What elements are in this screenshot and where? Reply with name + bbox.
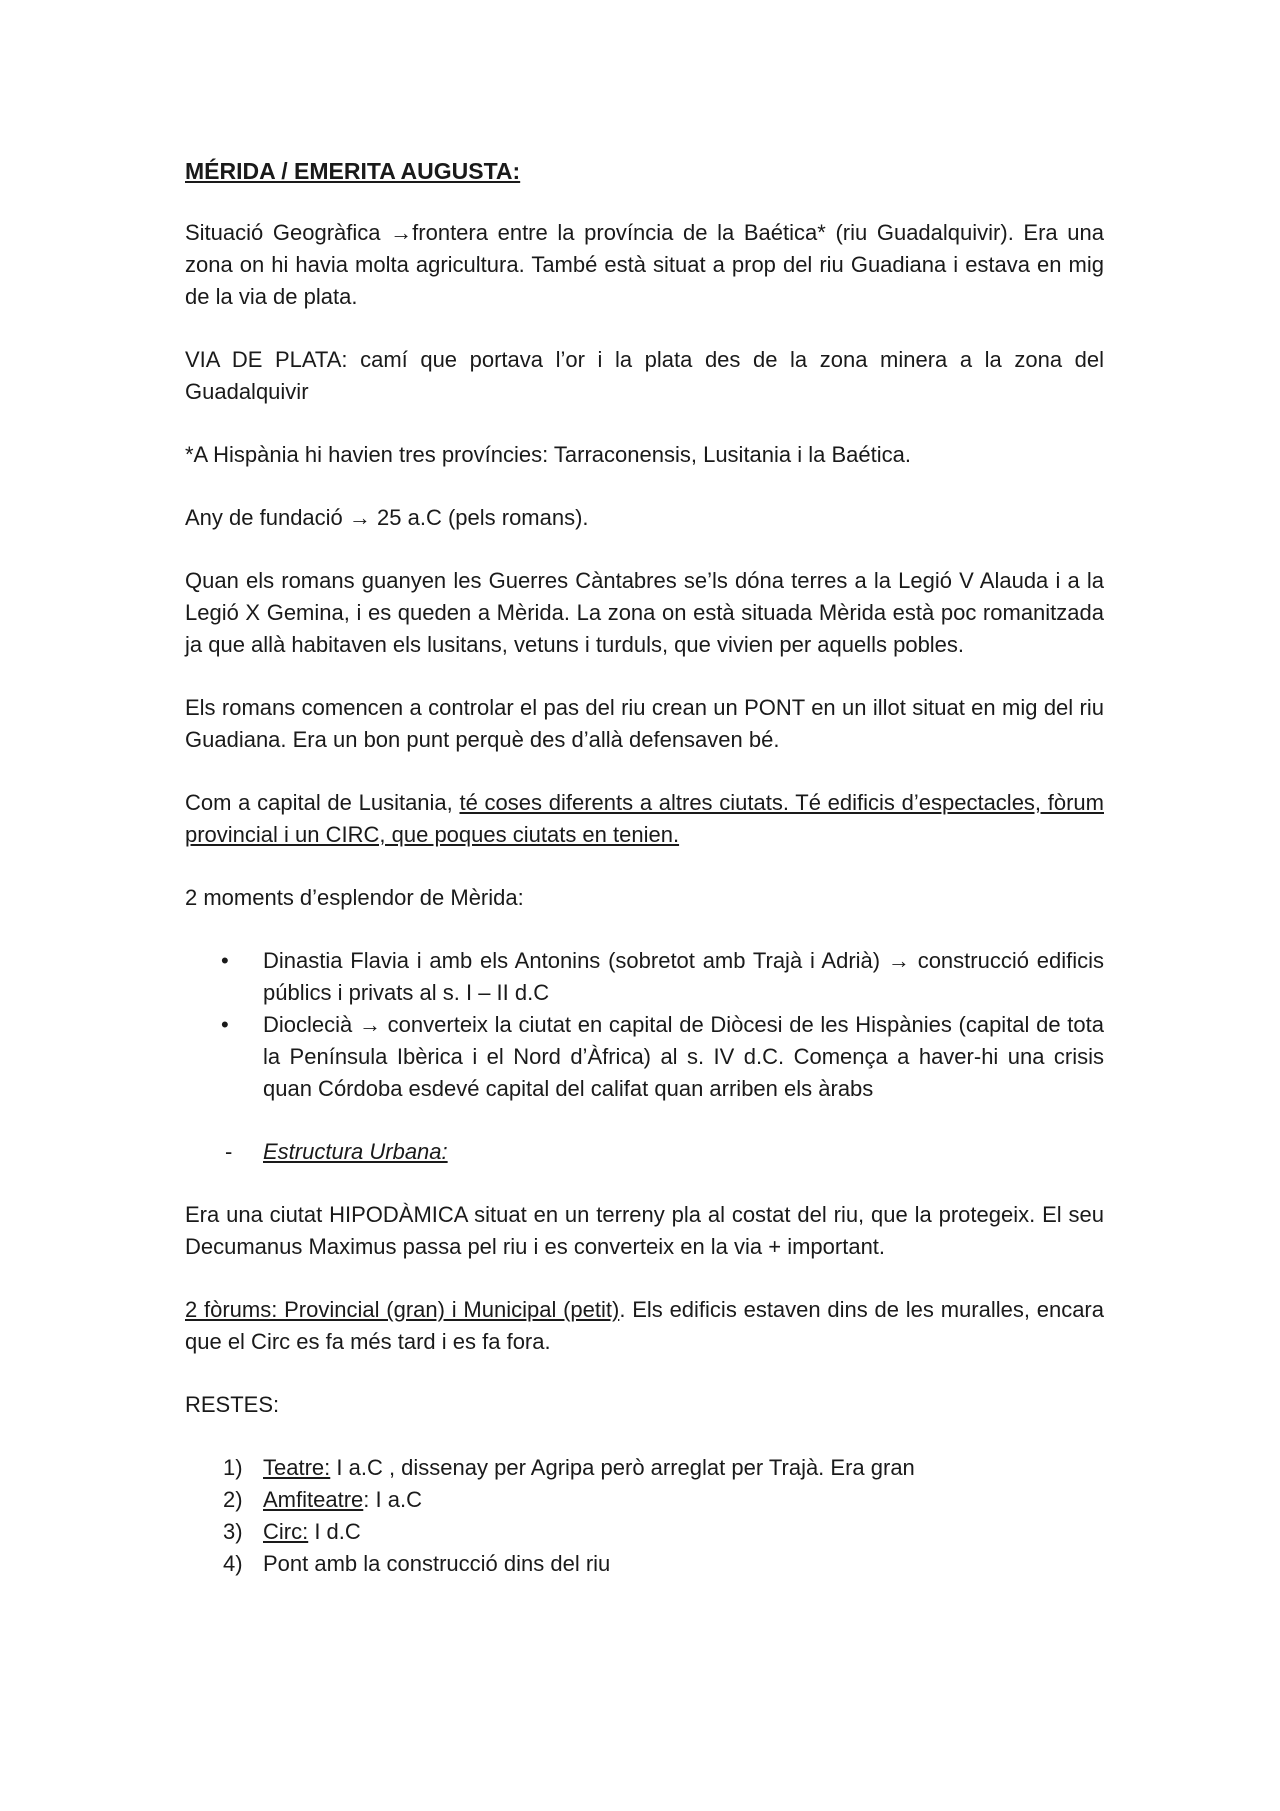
list-item: 1) Teatre: I a.C , dissenay per Agripa però arreglat per Trajà. Era gran <box>223 1455 915 1480</box>
paragraph-capital: Com a capital de Lusitania, té coses diferents a altres ciutats. Té edificis d’espectacles, fòrum provincial i un CIRC, que poques ciutats en tenien. <box>185 790 1104 847</box>
arrow-icon: → <box>348 505 371 530</box>
splendor-list <box>185 945 1104 1105</box>
paragraph-provinces: *A Hispània hi havien tres províncies: Tarraconensis, Lusitania i la Baética. <box>185 442 911 467</box>
paragraph-hippodamic: Era una ciutat HIPODÀMICA situat en un terreny pla al costat del riu, que la protegeix. El seu Decumanus Maximus passa pel riu i es converteix en la via + important. <box>185 1202 1104 1259</box>
paragraph-bridge: Els romans comencen a controlar el pas del riu crean un PONT en un illot situat en mig del riu Guadiana. Era un bon punt perquè des d’allà defensaven bé. <box>185 695 1104 752</box>
list-item: 4) Pont amb la construcció dins del riu <box>223 1551 611 1576</box>
list-item: 3) Circ: I d.C <box>223 1519 361 1544</box>
paragraph-forums: 2 fòrums: Provincial (gran) i Municipal (petit). Els edificis estaven dins de les muralles, encara que el Circ es fa més tard i es fa fora. <box>185 1297 1104 1354</box>
bullet-icon: • <box>221 948 229 973</box>
list-item: 2) Amfiteatre: I a.C <box>223 1487 422 1512</box>
dash-marker: - <box>225 1139 233 1164</box>
bullet-icon: • <box>221 1012 229 1037</box>
paragraph-splendor-intro: 2 moments d’esplendor de Mèrida: <box>185 885 524 910</box>
paragraph-foundation: Any de fundació → 25 a.C (pels romans). <box>185 505 589 530</box>
paragraph-cantabrian-wars: Quan els romans guanyen les Guerres Càntabres se’ls dóna terres a la Legió V Alauda i a la Legió X Gemina, i es queden a Mèrida. La zona on està situada Mèrida està poc romanitzada ja que allà habitaven els lusitans, vetuns i turduls, que vivien per aquells pobles. <box>185 568 1104 657</box>
remains-list <box>185 1452 1104 1580</box>
arrow-icon: → <box>390 220 413 245</box>
arrow-icon: → <box>358 1012 381 1037</box>
paragraph-remains-heading: RESTES: <box>185 1392 280 1417</box>
arrow-icon: → <box>887 948 910 973</box>
section-heading-urban-structure: - Estructura Urbana: <box>185 1136 1104 1168</box>
list-item: • Dinastia Flavia i amb els Antonins (sobretot amb Trajà i Adrià) → construcció edificis públics i privats al s. I – II d.C <box>185 945 1104 1009</box>
paragraph-via-de-plata: VIA DE PLATA: camí que portava l’or i la plata des de la zona minera a la zona del Guadalquivir <box>185 347 1104 404</box>
document-title: MÉRIDA / EMERITA AUGUSTA: <box>185 158 521 184</box>
paragraph-geography: Situació Geogràfica →frontera entre la província de la Baética* (riu Guadalquivir). Era una zona on hi havia molta agricultura. També està situat a prop del riu Guadiana i estava en mig de la via de plata. <box>185 220 1105 309</box>
list-item: • Dioclecià → converteix la ciutat en capital de Diòcesi de les Hispànies (capital de tota la Península Ibèrica i el Nord d’Àfrica) al s. IV d.C. Comença a haver-hi una crisis quan Córdoba esdevé capital del califat quan arriben els àrabs <box>185 1009 1104 1105</box>
